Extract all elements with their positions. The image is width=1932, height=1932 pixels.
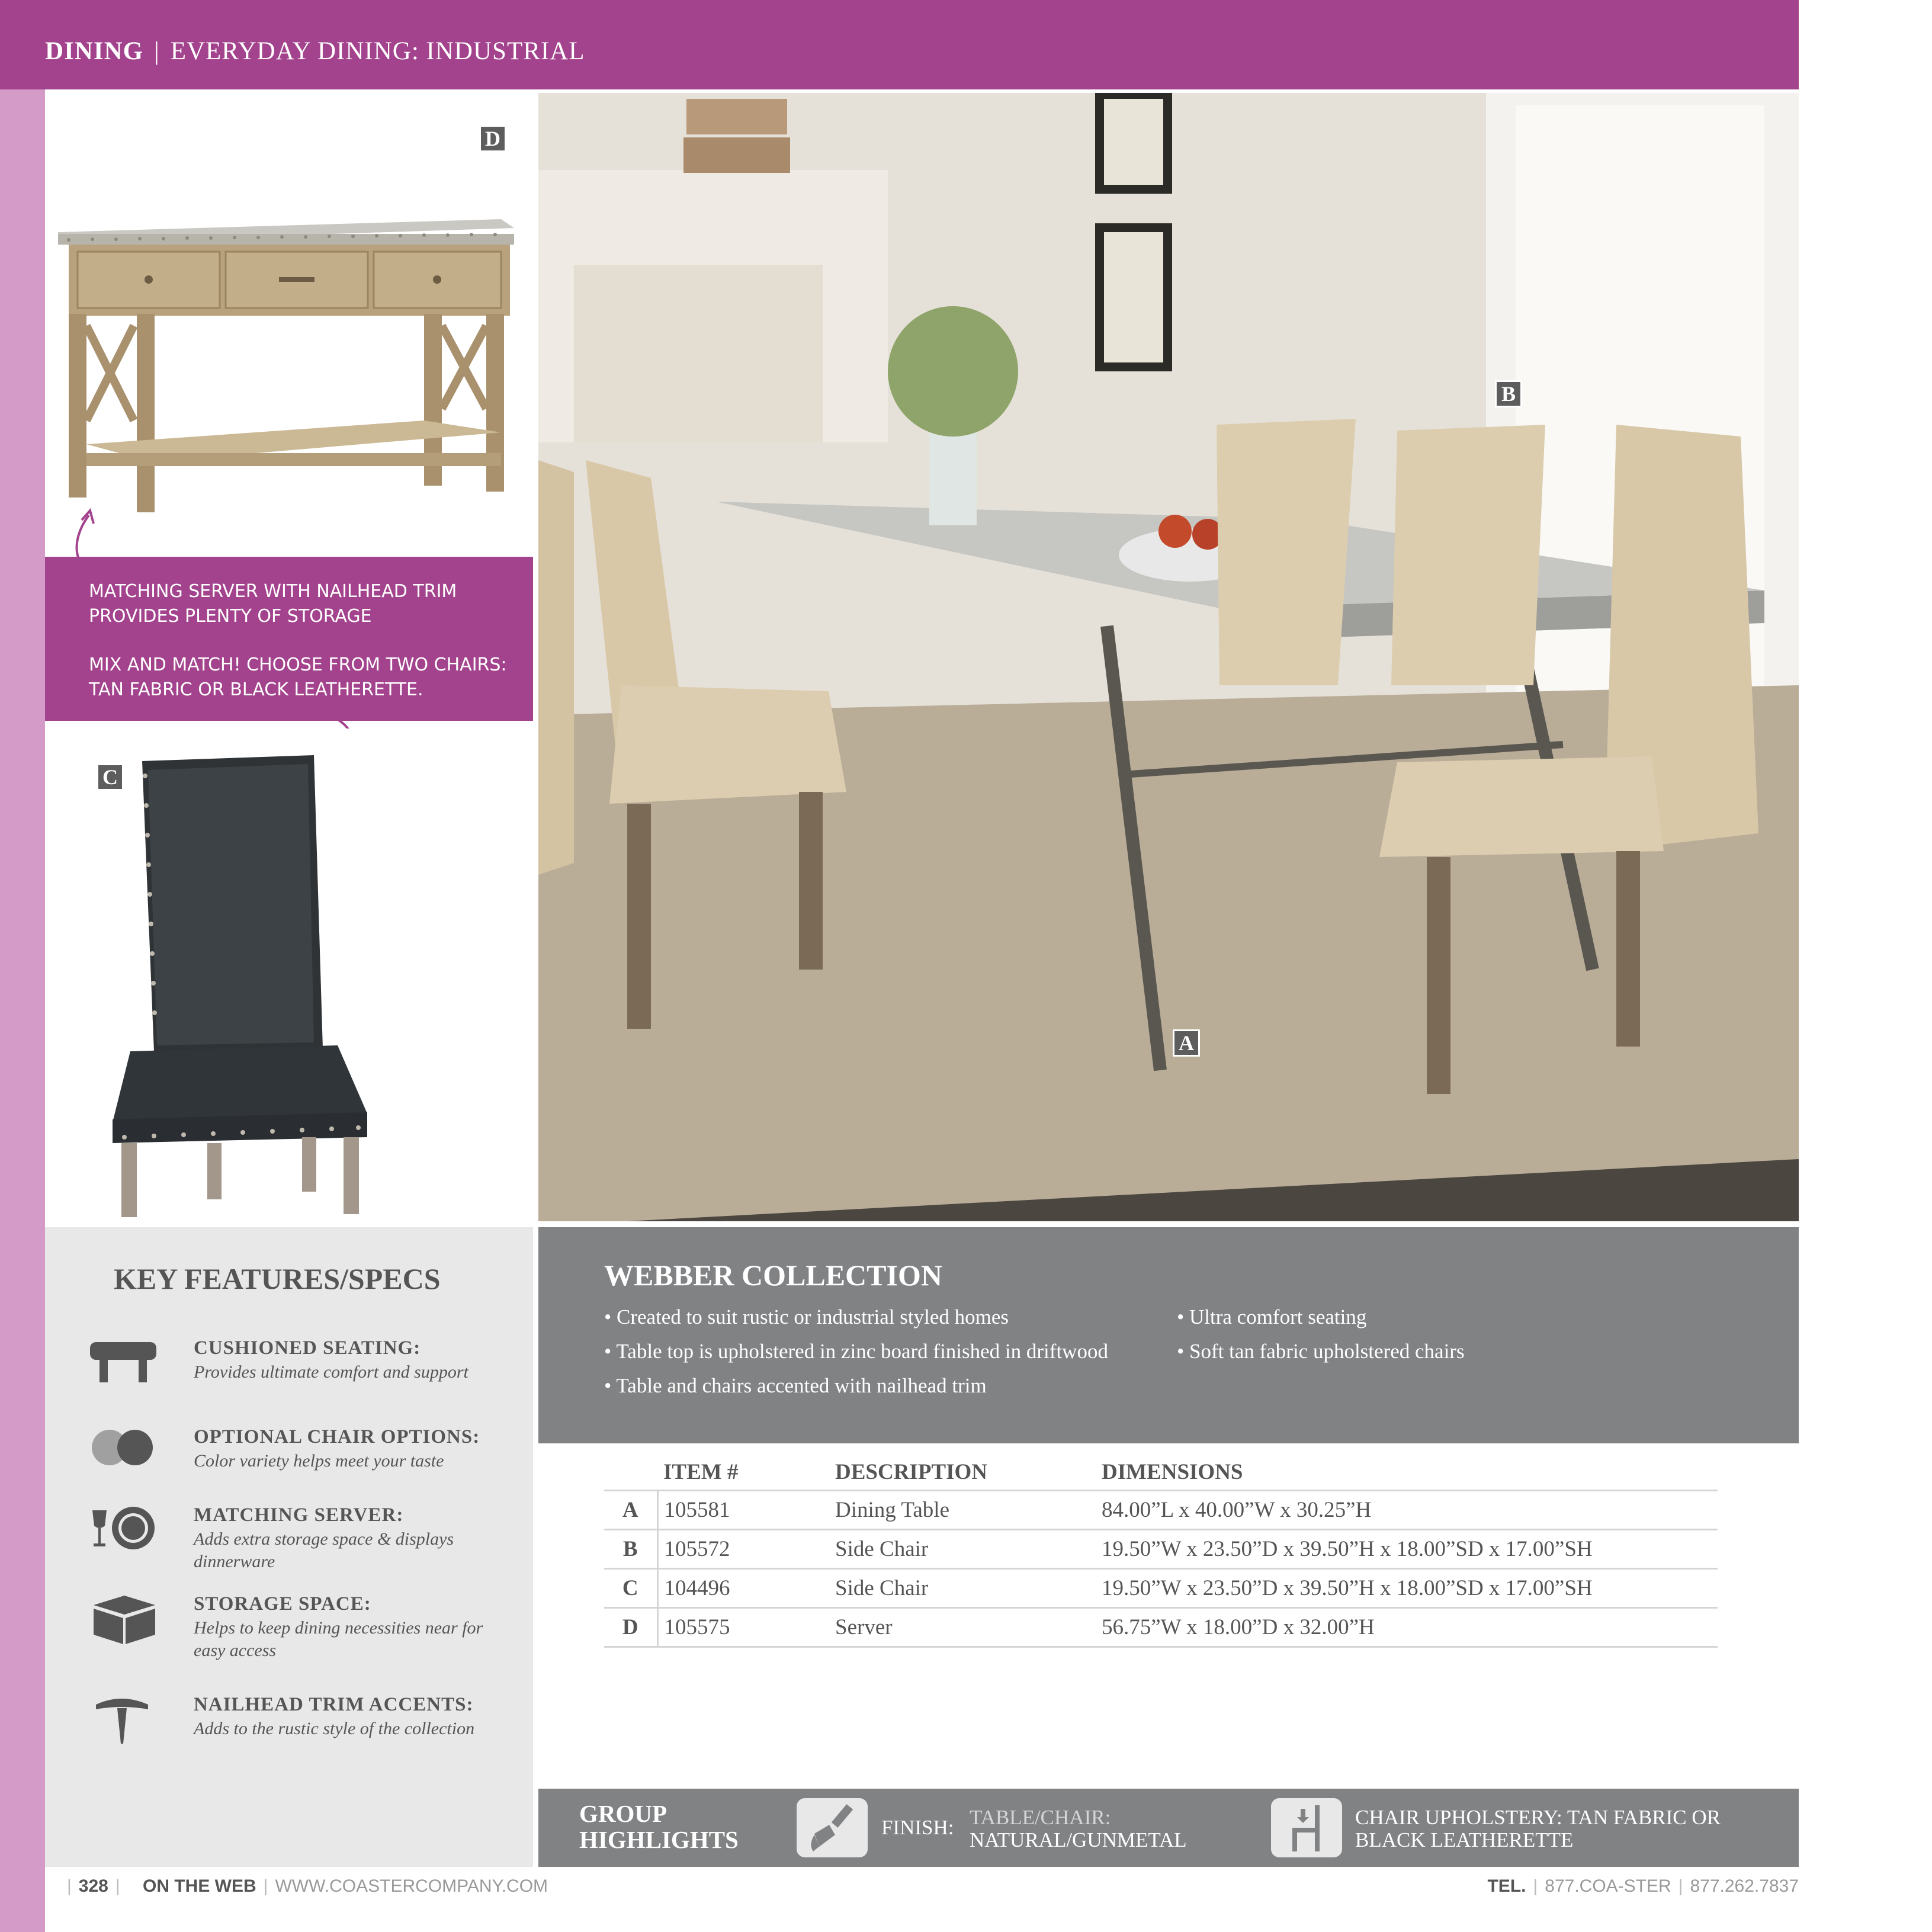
row-dimensions: 84.00”L x 40.00”W x 30.25”H [1102, 1491, 1718, 1530]
feature-heading: OPTIONAL CHAIR OPTIONS: [194, 1426, 480, 1448]
leatherette-chair-image [89, 728, 444, 1220]
finish-line-2: NATURAL/GUNMETAL [970, 1828, 1187, 1851]
collection-bullet: • Created to suit rustic or industrial styled homes [604, 1305, 1009, 1328]
chair-upholstery-icon [1271, 1798, 1342, 1857]
storage-box-icon [89, 1593, 160, 1647]
feature-description: Provides ultimate comfort and support [194, 1362, 468, 1382]
table-header-row [604, 1456, 1718, 1491]
row-dimensions: 19.50”W x 23.50”D x 39.50”H x 18.00”SD x 17.00”SH [1102, 1569, 1718, 1608]
table-row [604, 1530, 1718, 1569]
row-item-number: 105581 [657, 1491, 835, 1530]
footer-left: | 328 | ON THE WEB | WWW.COASTERCOMPANY.COM [67, 1876, 548, 1896]
row-item-number: 105575 [657, 1608, 835, 1647]
row-description: Server [835, 1608, 1102, 1647]
color-circles-icon [89, 1426, 160, 1480]
footer-right: TEL. | 877.COA-STER | 877.262.7837 [1487, 1876, 1799, 1896]
page-header [0, 0, 1799, 89]
header-title [45, 37, 585, 66]
dinnerware-icon [89, 1504, 160, 1558]
callout-line-4: TAN FABRIC OR BLACK LEATHERETTE. [89, 679, 423, 700]
table-row [604, 1608, 1718, 1647]
nailhead-icon [89, 1694, 160, 1747]
table-row [604, 1569, 1718, 1608]
paintbrush-icon [797, 1798, 868, 1857]
feature-heading: STORAGE SPACE: [194, 1593, 371, 1615]
row-key: A [604, 1491, 657, 1530]
collection-bullet: • Soft tan fabric upholstered chairs [1177, 1340, 1465, 1363]
group-highlights-title-line-2: HIGHLIGHTS [579, 1826, 739, 1853]
dining-room-photo [538, 93, 1799, 1221]
group-highlights-title-line-1: GROUP [579, 1800, 667, 1827]
finish-line-1: TABLE/CHAIR: [970, 1806, 1111, 1829]
collection-bullet: • Table and chairs accented with nailhead trim [604, 1374, 987, 1397]
header-subsection: EVERYDAY DINING: INDUSTRIAL [170, 37, 585, 65]
table-header-dimensions: DIMENSIONS [1102, 1456, 1718, 1491]
collection-title: WEBBER COLLECTION [604, 1259, 942, 1292]
row-dimensions: 56.75”W x 18.00”D x 32.00”H [1102, 1608, 1718, 1647]
footer-tel-label: TEL. [1487, 1876, 1526, 1896]
row-key: D [604, 1608, 657, 1647]
feature-heading: MATCHING SERVER: [194, 1504, 404, 1526]
collection-bullet: • Table top is upholstered in zinc board finished in driftwood [604, 1340, 1108, 1363]
row-description: Dining Table [835, 1491, 1102, 1530]
callout-line-3: MIX AND MATCH! CHOOSE FROM TWO CHAIRS: [89, 654, 507, 675]
label-a: A [1173, 1029, 1200, 1057]
collection-bullet: • Ultra comfort seating [1177, 1305, 1367, 1328]
row-item-number: 104496 [657, 1569, 835, 1608]
row-dimensions: 19.50”W x 23.50”D x 39.50”H x 18.00”SD x 17.00”SH [1102, 1530, 1718, 1569]
feature-description: Adds to the rustic style of the collection [194, 1719, 475, 1738]
server-product-image [45, 113, 531, 533]
upholstery-line-1: CHAIR UPHOLSTERY: TAN FABRIC OR [1355, 1806, 1721, 1829]
table-header-item: ITEM # [657, 1456, 835, 1491]
spec-table [604, 1456, 1718, 1648]
row-key: B [604, 1530, 657, 1569]
feature-description: Helps to keep dining necessities near for easy access [194, 1618, 483, 1660]
group-highlights-title [579, 1801, 739, 1853]
row-description: Side Chair [835, 1569, 1102, 1608]
footer-tel-2: 877.262.7837 [1690, 1876, 1799, 1896]
footer-web-label: ON THE WEB [143, 1876, 256, 1896]
page-number: 328 [78, 1876, 108, 1896]
cushion-seat-icon [89, 1337, 160, 1391]
callout-line-2: PROVIDES PLENTY OF STORAGE [89, 606, 372, 627]
feature-description: Adds extra storage space & displays dinnerware [194, 1529, 454, 1571]
footer-tel-1: 877.COA-STER [1545, 1876, 1671, 1896]
feature-description: Color variety helps meet your taste [194, 1451, 444, 1471]
table-header-key [604, 1456, 657, 1491]
footer-web-url[interactable]: WWW.COASTERCOMPANY.COM [275, 1876, 548, 1896]
feature-heading: NAILHEAD TRIM ACCENTS: [194, 1694, 474, 1715]
callout-line-1: MATCHING SERVER WITH NAILHEAD TRIM [89, 581, 457, 602]
key-features-title: KEY FEATURES/SPECS [114, 1262, 441, 1295]
label-d: D [479, 125, 506, 152]
table-row [604, 1491, 1718, 1530]
table-header-description: DESCRIPTION [835, 1456, 1102, 1491]
header-divider: | [154, 37, 160, 65]
callout-box [45, 557, 533, 721]
header-section: DINING [45, 37, 144, 65]
left-accent-stripe [0, 89, 45, 1932]
label-b: B [1495, 380, 1522, 407]
row-key: C [604, 1569, 657, 1608]
row-item-number: 105572 [657, 1530, 835, 1569]
finish-label: FINISH: [881, 1816, 954, 1839]
row-description: Side Chair [835, 1530, 1102, 1569]
upholstery-line-2: BLACK LEATHERETTE [1355, 1828, 1574, 1851]
label-c: C [97, 763, 124, 791]
feature-heading: CUSHIONED SEATING: [194, 1337, 421, 1359]
